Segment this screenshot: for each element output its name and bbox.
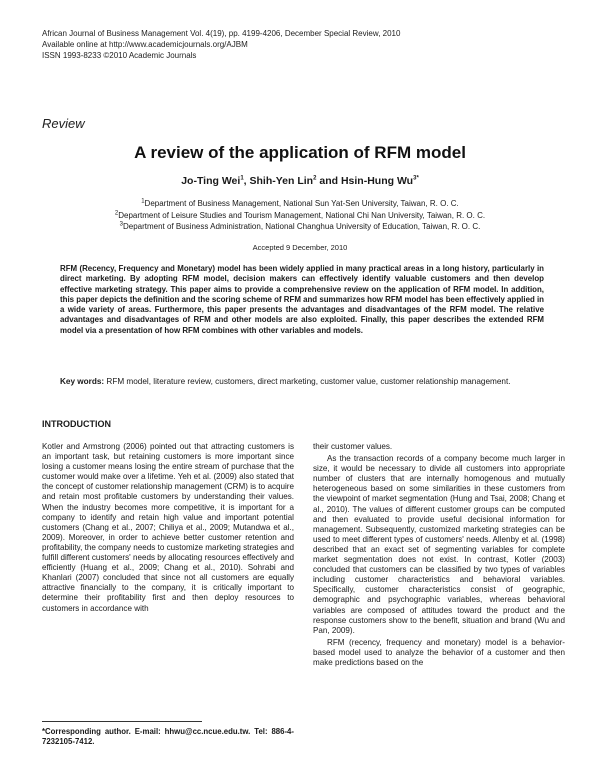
journal-issn: ISSN 1993-8233 ©2010 Academic Journals — [42, 51, 197, 60]
author-3: Hsin-Hung $Wu^{3*}$ — [340, 175, 419, 187]
keywords-label: Key words: — [60, 377, 105, 386]
keywords — [60, 376, 544, 387]
article-type: Review — [42, 116, 85, 131]
paper-title: A review of the application of RFM model — [134, 143, 466, 162]
journal-header — [42, 28, 400, 61]
section-heading-introduction: INTRODUCTION — [42, 419, 111, 429]
keywords-text: RFM model, literature review, customers, direct marketing, customer value, customer relationship management. — [106, 377, 511, 386]
abstract: RFM (Recency, Frequency and Monetary) model has been widely applied in many practical areas in a long history, particularly in direct marketing. By adopting RFM model, decision makers can effectively identify valuable customers and then develop effective marketing strategy. This paper aims to provide a comprehensive review on the application of RFM model. In addition, this paper depicts the definition and the scoring scheme of RFM and summarizes how RFM model has been effectively applied in a wide variety of areas. Furthermore, this paper presents the advantages and disadvantages of the RFM model. The relative advantages and disadvantages of RFM and other models are also exploited. Finally, this paper describes the extended RFM model via a presentation of how RFM combines with other variables and models. — [60, 264, 544, 335]
affiliations — [0, 198, 600, 233]
author-2: Shih-Yen Lin$^2$ and — [249, 175, 341, 187]
paragraph: Kotler and Armstrong (2006) pointed out that attracting customers is an important task, but retaining customers is more important since losing a customer means losing the entire stream of purchase that the customer would make over a lifetime. Yeh et al. (2009) also stated that the concept of customer relationship management (CRM) is to acquire and retain most profitable customers by understanding their values. When the industry becomes more competitive, it is important for a company to identify and retain high value and important potential customers (Chang et al., 2007; Chiliya et al., 2009; Mutandwa et al., 2009). Moreover, in order to achieve better customer retention and profitability, the company needs to customize marketing strategies and fulfill different customers' needs by allocating resources effectively and efficiently (Huang et al., 2009; Chang et al., 2010). Sohrabi and Khanlari (2007) concluded that since not all customers are equally attractive financially to the company, it is critically important to determine their profitability first and then deploy resources to customers in accordance with — [42, 442, 294, 613]
paragraph: RFM (recency, frequency and monetary) model is a behavior-based model used to analyze the behavior of a customer and then make predictions based on the — [313, 637, 565, 667]
affiliation-3: $^3$Department of Business Administration, National Changhua University of Education, Taiwan, R. O. C. — [119, 221, 481, 231]
journal-citation: African Journal of Business Management Vol. 4(19), pp. 4199-4206, December Special Review, 2010 — [42, 29, 401, 38]
journal-url: Available online at http://www.academicjournals.org/AJBM — [42, 40, 248, 49]
affiliation-1: $^1$Department of Business Management, National Sun Yat-Sen University, Taiwan, R. O. C. — [141, 198, 459, 208]
author-list — [0, 175, 600, 187]
footnote-divider — [42, 721, 202, 722]
right-column — [313, 442, 565, 668]
author-1: Jo-Ting Wei$^1$, — [181, 175, 250, 187]
affiliation-2: $^2$Department of Leisure Studies and Tourism Management, National Chi Nan University, Taiwan, R. O. C. — [114, 209, 486, 220]
paragraph: As the transaction records of a company become much larger in size, it would be necessary to divide all customers into appropriate number of clusters that are internally homogenous and mutually heterogeneous based on some similarities in these customers from the viewpoint of market segmentation (Hung and Tsai, 2008; Chang et al., 2010). The values of different customer groups can be computed and then evaluated to provide useful decisional information for management. Subsequently, customized marketing strategies can be used to meet different types of customers' needs. Allenby et al. (1998) described that an exact set of segmenting variables for complete market segmentation does not exist. In contrast, Kotler (2003) concluded that customers can be classified by two types of variables including customer characteristics and behavioral variables. Specifically, customer characteristics consist of geographic, demographic and psychographic variables, whereas behavioral variables are composed of attitudes toward the product and the response customers show to the benefit, situation and brand (Wu and Pan, 2009). — [313, 454, 565, 635]
corresponding-author-footnote: *Corresponding author. E-mail: hhwu@cc.ncue.edu.tw. Tel: 886-4-7232105-7412. — [42, 727, 294, 746]
paragraph: their customer values. — [313, 442, 393, 451]
accepted-date: Accepted 9 December, 2010 — [252, 243, 348, 252]
left-column — [42, 442, 294, 614]
